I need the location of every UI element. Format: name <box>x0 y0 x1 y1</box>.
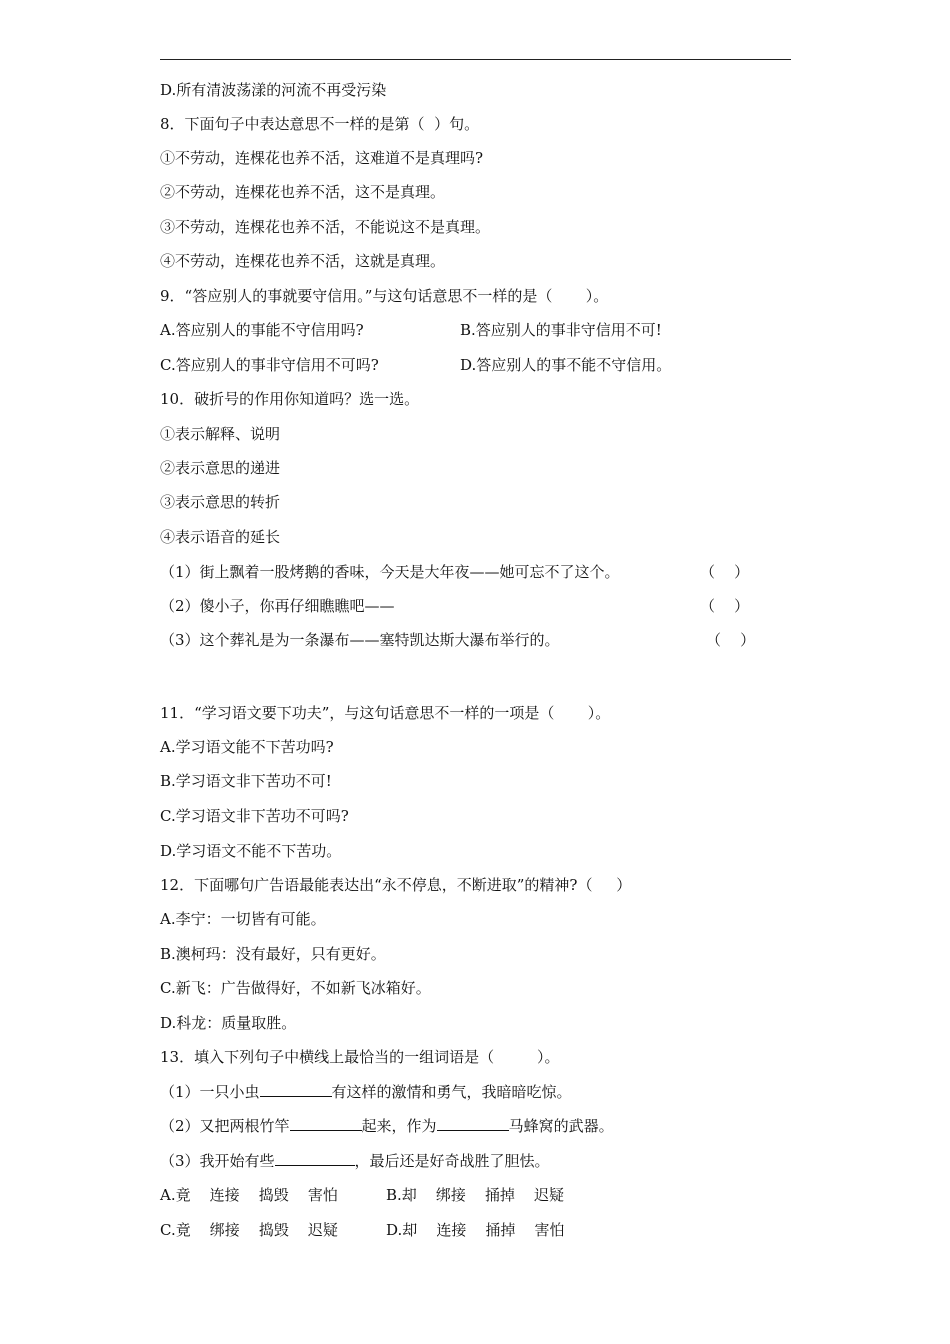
header-rule <box>160 59 791 60</box>
q13-sentence-2 <box>160 1116 614 1136</box>
q10-choice-1: ①表示解释、说明 <box>160 425 281 443</box>
q13-stem: 13．填入下列句子中横线上最恰当的一组词语是（ ）。 <box>160 1048 560 1066</box>
fill-blank-3 <box>437 1116 509 1131</box>
q12-option-b: B.澳柯玛：没有最好，只有更好。 <box>160 945 386 963</box>
q9-stem: 9．“答应别人的事就要守信用。”与这句话意思不一样的是（ ）。 <box>160 287 609 305</box>
q8-item-4: ④不劳动，连棵花也养不活，这就是真理。 <box>160 252 446 270</box>
q13-sentence-3 <box>160 1151 550 1171</box>
q11-option-c: C.学习语文非下苦功不可吗? <box>160 807 349 825</box>
q11-option-a: A.学习语文能不下苦功吗? <box>160 738 334 756</box>
fill-blank-1 <box>260 1082 332 1097</box>
q11-option-d: D.学习语文不能不下苦功。 <box>160 842 342 860</box>
q10-answer-blank-2: （ ） <box>700 597 750 615</box>
q10-sentence-1: （1）街上飘着一股烤鹅的香味，今天是大年夜——她可忘不了这个。 <box>160 563 620 581</box>
q10-stem: 10．破折号的作用你知道吗？选一选。 <box>160 390 420 408</box>
q9-option-d: D.答应别人的事不能不守信用。 <box>460 356 672 374</box>
q10-choice-3: ③表示意思的转折 <box>160 493 281 511</box>
q8-item-2: ②不劳动，连棵花也养不活，这不是真理。 <box>160 183 446 201</box>
q13-option-a: A.竟 连接 捣毁 害怕 <box>160 1186 338 1204</box>
q13-s1-part-a: （1）一只小虫 <box>160 1083 260 1101</box>
q12-stem: 12．下面哪句广告语最能表达出“永不停息，不断进取”的精神?（ ） <box>160 876 632 894</box>
q9-option-c: C.答应别人的事非守信用不可吗? <box>160 356 379 374</box>
q11-stem: 11．“学习语文要下功夫”，与这句话意思不一样的一项是（ ）。 <box>160 704 611 722</box>
fill-blank-2 <box>290 1116 362 1131</box>
q8-stem: 8．下面句子中表达意思不一样的是第（ ）句。 <box>160 115 480 133</box>
q13-sentence-1 <box>160 1082 572 1102</box>
q8-item-3: ③不劳动，连棵花也养不活，不能说这不是真理。 <box>160 218 491 236</box>
q13-option-b: B.却 绑接 捅掉 迟疑 <box>386 1186 565 1204</box>
q13-s2-part-c: 马蜂窝的武器。 <box>508 1117 614 1135</box>
q13-s2-part-a: （2）又把两根竹竿 <box>160 1117 290 1135</box>
q10-choice-2: ②表示意思的递进 <box>160 459 281 477</box>
q12-option-a: A.李宁：一切皆有可能。 <box>160 910 326 928</box>
q12-option-c: C.新飞：广告做得好，不如新飞冰箱好。 <box>160 979 431 997</box>
q9-option-b: B.答应别人的事非守信用不可! <box>460 321 662 339</box>
q13-option-d: D.却 连接 捅掉 害怕 <box>386 1221 565 1239</box>
q13-option-c: C.竟 绑接 捣毁 迟疑 <box>160 1221 338 1239</box>
q9-option-a: A.答应别人的事能不守信用吗? <box>160 321 364 339</box>
q13-s2-part-b: 起来，作为 <box>361 1117 437 1135</box>
q10-choice-4: ④表示语音的延长 <box>160 528 281 546</box>
q13-s3-part-a: （3）我开始有些 <box>160 1152 275 1170</box>
q7-option-d: D.所有清波荡漾的河流不再受污染 <box>160 81 387 99</box>
q10-answer-blank-1: （ ） <box>700 563 750 581</box>
q12-option-d: D.科龙：质量取胜。 <box>160 1014 297 1032</box>
q10-sentence-2: （2）傻小子，你再仔细瞧瞧吧—— <box>160 597 395 615</box>
q11-option-b: B.学习语文非下苦功不可! <box>160 772 332 790</box>
q8-item-1: ①不劳动，连棵花也养不活，这难道不是真理吗? <box>160 149 484 167</box>
q13-s1-part-b: 有这样的激情和勇气，我暗暗吃惊。 <box>331 1083 572 1101</box>
q13-s3-part-b: ，最后还是好奇战胜了胆怯。 <box>354 1152 550 1170</box>
q10-sentence-3: （3）这个葬礼是为一条瀑布——塞特凯达斯大瀑布举行的。 <box>160 631 560 649</box>
fill-blank-4 <box>275 1151 355 1166</box>
q10-answer-blank-3: （ ） <box>706 631 756 649</box>
